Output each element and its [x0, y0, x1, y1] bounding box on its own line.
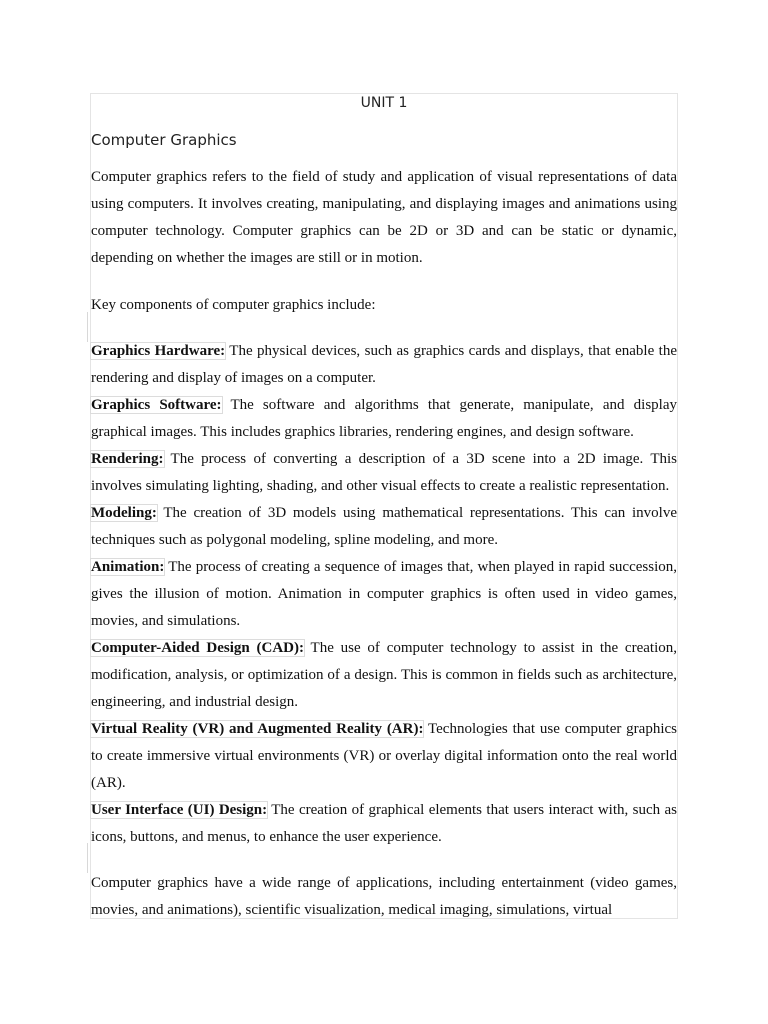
intro-paragraph: Computer graphics refers to the field of study and application of visual representations of data using computers. It involves creating, manipulating, and displaying images and animations using computer technology. Computer graphics can be 2D or 3D and can be static or dynamic, depending on whether the images are still or in motion. [91, 169, 677, 266]
component-description: The process of creating a sequence of images that, when played in rapid succession, gives the illusion of motion. Animation in computer graphics is often used in video games, movies, and simulations. [91, 559, 677, 629]
component-item [91, 392, 677, 446]
component-term: Graphics Hardware: [91, 343, 226, 359]
component-description: Technologies that use computer graphics to create immersive virtual environments (VR) or overlay digital information onto the real world (AR). [91, 721, 677, 791]
component-description: The creation of graphical elements that users interact with, such as icons, buttons, and menus, to enhance the user experience. [91, 802, 677, 845]
component-term: Rendering: [91, 451, 164, 467]
component-description: The physical devices, such as graphics cards and displays, that enable the rendering and display of images on a computer. [91, 343, 677, 386]
component-item [91, 635, 677, 716]
component-term: Animation: [91, 559, 165, 575]
component-description: The process of converting a description of a 3D scene into a 2D image. This involves simulating lighting, shading, and other visual effects to create a realistic representation. [91, 451, 677, 494]
component-item [91, 554, 677, 635]
component-term: Virtual Reality (VR) and Augmented Reality (AR): [91, 721, 424, 737]
component-description: The software and algorithms that generate, manipulate, and display graphical images. This includes graphics libraries, rendering engines, and design software. [91, 397, 677, 440]
component-item [91, 797, 677, 851]
component-term: Computer-Aided Design (CAD): [91, 640, 305, 656]
document-body [91, 93, 677, 924]
section-heading: Computer Graphics [91, 131, 237, 149]
component-description: The creation of 3D models using mathematical representations. This can involve techniques such as polygonal modeling, spline modeling, and more. [91, 505, 677, 548]
component-term: User Interface (UI) Design: [91, 802, 268, 818]
component-list [91, 338, 677, 851]
component-description: The use of computer technology to assist in the creation, modification, analysis, or optimization of a design. This is common in fields such as architecture, engineering, and industrial design. [91, 640, 677, 710]
component-item [91, 500, 677, 554]
margin-marker [87, 843, 88, 873]
component-item [91, 716, 677, 797]
unit-title: UNIT 1 [360, 95, 408, 111]
margin-marker [87, 312, 88, 342]
key-components-intro: Key components of computer graphics include: [91, 297, 376, 313]
component-item [91, 446, 677, 500]
closing-paragraph: Computer graphics have a wide range of applications, including entertainment (video games, movies, and animations), scientific visualization, medical imaging, simulations, virtual [91, 875, 677, 918]
component-term: Graphics Software: [91, 397, 222, 413]
component-term: Modeling: [91, 505, 157, 521]
component-item [91, 338, 677, 392]
